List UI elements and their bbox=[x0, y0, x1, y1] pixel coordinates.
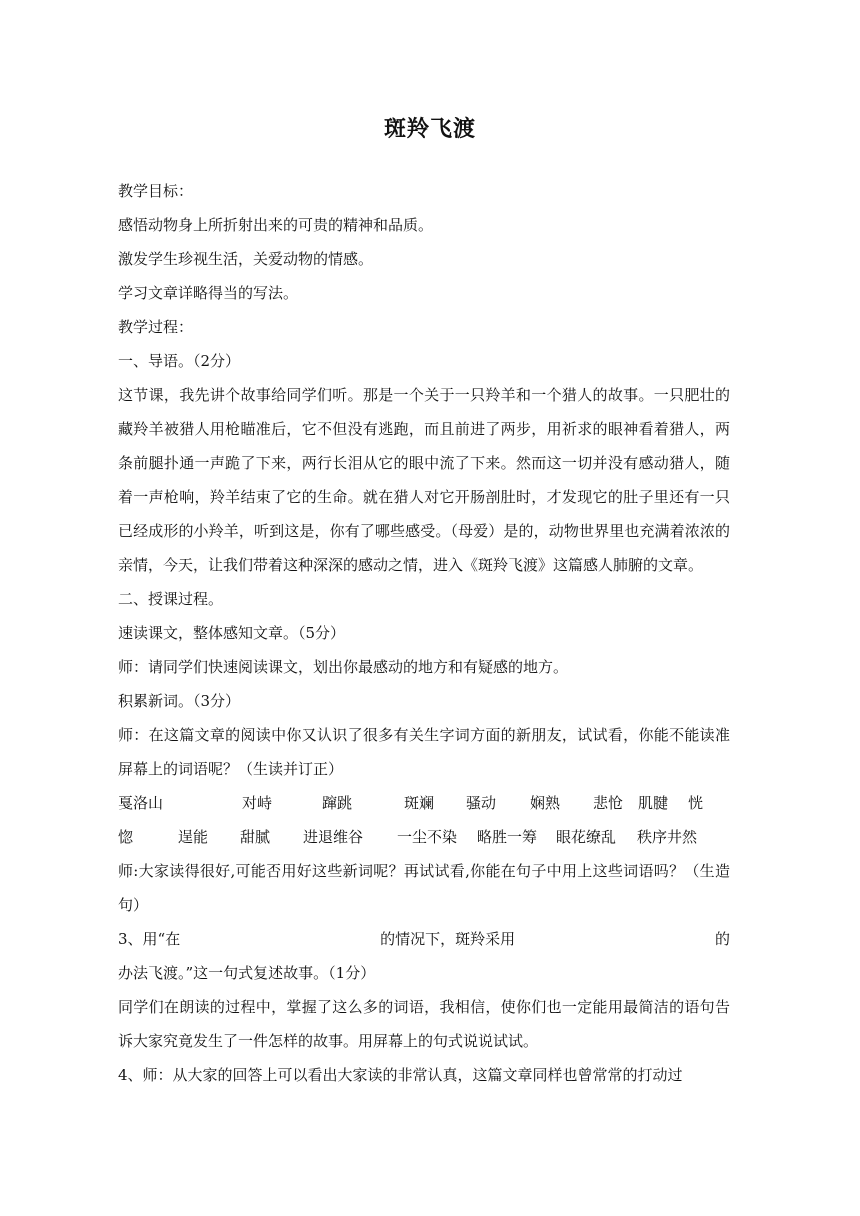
vocab-word: 眼花缭乱 bbox=[556, 828, 617, 846]
vocab-word: 肌腱 bbox=[638, 794, 669, 812]
vocab-word: 娴熟 bbox=[530, 794, 561, 812]
vocab-word: 一尘不染 bbox=[397, 828, 458, 846]
step3-text: 同学们在朗读的过程中，掌握了这么多的词语，我相信，使你们也一定能用最简洁的语句告诉大家究竟发生了一件怎样的故事。用屏幕上的句式说说试试。 bbox=[118, 998, 730, 1050]
step3-part-c: 的 bbox=[714, 930, 730, 948]
goal-item: 激发学生珍视生活，关爱动物的情感。 bbox=[118, 250, 374, 268]
vocab-word: 蹿跳 bbox=[322, 794, 353, 812]
step3-sentence-pattern bbox=[118, 922, 730, 956]
vocab-word: 略胜一筹 bbox=[477, 828, 538, 846]
step3-part-b: 的情况下，斑羚采用 bbox=[380, 930, 516, 948]
vocab-word: 秩序井然 bbox=[637, 828, 698, 846]
step1-text: 师：请同学们快速阅读课文，划出你最感动的地方和有疑感的地方。 bbox=[118, 658, 569, 676]
vocab-word: 甜腻 bbox=[240, 828, 271, 846]
document-body bbox=[118, 174, 730, 1092]
step3-part-a: 3、用“在 bbox=[118, 930, 181, 948]
vocab-row-2 bbox=[118, 820, 730, 854]
vocab-word: 骚动 bbox=[466, 794, 497, 812]
document-title: 斑羚飞渡 bbox=[383, 116, 476, 142]
step2-text: 师：在这篇文章的阅读中你又认识了很多有关生字词方面的新朋友，试试看，你能不能读准屏幕上的词语呢？（生读并订正） bbox=[118, 726, 730, 778]
step2-heading: 积累新词。（3分） bbox=[118, 692, 241, 710]
vocab-word: 逞能 bbox=[178, 828, 209, 846]
section2-heading: 二、授课过程。 bbox=[118, 590, 224, 608]
vocab-word: 戛洛山 bbox=[118, 794, 164, 812]
vocab-word: 对峙 bbox=[242, 794, 273, 812]
vocab-word: 斑斓 bbox=[404, 794, 435, 812]
section1-paragraph: 这节课，我先讲个故事给同学们听。那是一个关于一只羚羊和一个猎人的故事。一只肥壮的藏羚羊被猎人用枪瞄准后，它不但没有逃跑，而且前进了两步，用祈求的眼神看着猎人，两条前腿扑通一声跪了下来，两行长泪从它的眼中流了下来。然而这一切并没有感动猎人，随着一声枪响，羚羊结束了它的生命。就在猎人对它开肠剖肚时，才发现它的肚子里还有一只已经成形的小羚羊，听到这是，你有了哪些感受。（母爱）是的，动物世界里也充满着浓浓的亲情，今天，让我们带着这种深深的感动之情，进入《斑羚飞渡》这篇感人肺腑的文章。 bbox=[118, 386, 730, 574]
vocab-word: 进退维谷 bbox=[303, 828, 364, 846]
section1-heading: 一、导语。（2分） bbox=[118, 352, 241, 370]
vocab-word: 恍 bbox=[688, 794, 704, 812]
process-label: 教学过程： bbox=[118, 318, 194, 336]
step3-part-d: 办法飞渡。”这一句式复述故事。（1分） bbox=[118, 964, 376, 982]
step1-heading: 速读课文，整体感知文章。（5分） bbox=[118, 624, 346, 642]
vocab-row-1 bbox=[118, 786, 730, 820]
vocab-word: 惚 bbox=[118, 828, 134, 846]
goals-label: 教学目标： bbox=[118, 182, 194, 200]
goal-item: 学习文章详略得当的写法。 bbox=[118, 284, 299, 302]
step2-follow: 师:大家读得很好,可能否用好这些新词呢？再试试看,你能在句子中用上这些词语吗？（生造句） bbox=[118, 862, 730, 914]
vocab-word: 悲怆 bbox=[593, 794, 624, 812]
step4-text: 4、师：从大家的回答上可以看出大家读的非常认真，这篇文章同样也曾常常的打动过 bbox=[118, 1066, 683, 1084]
goal-item: 感悟动物身上所折射出来的可贵的精神和品质。 bbox=[118, 216, 434, 234]
